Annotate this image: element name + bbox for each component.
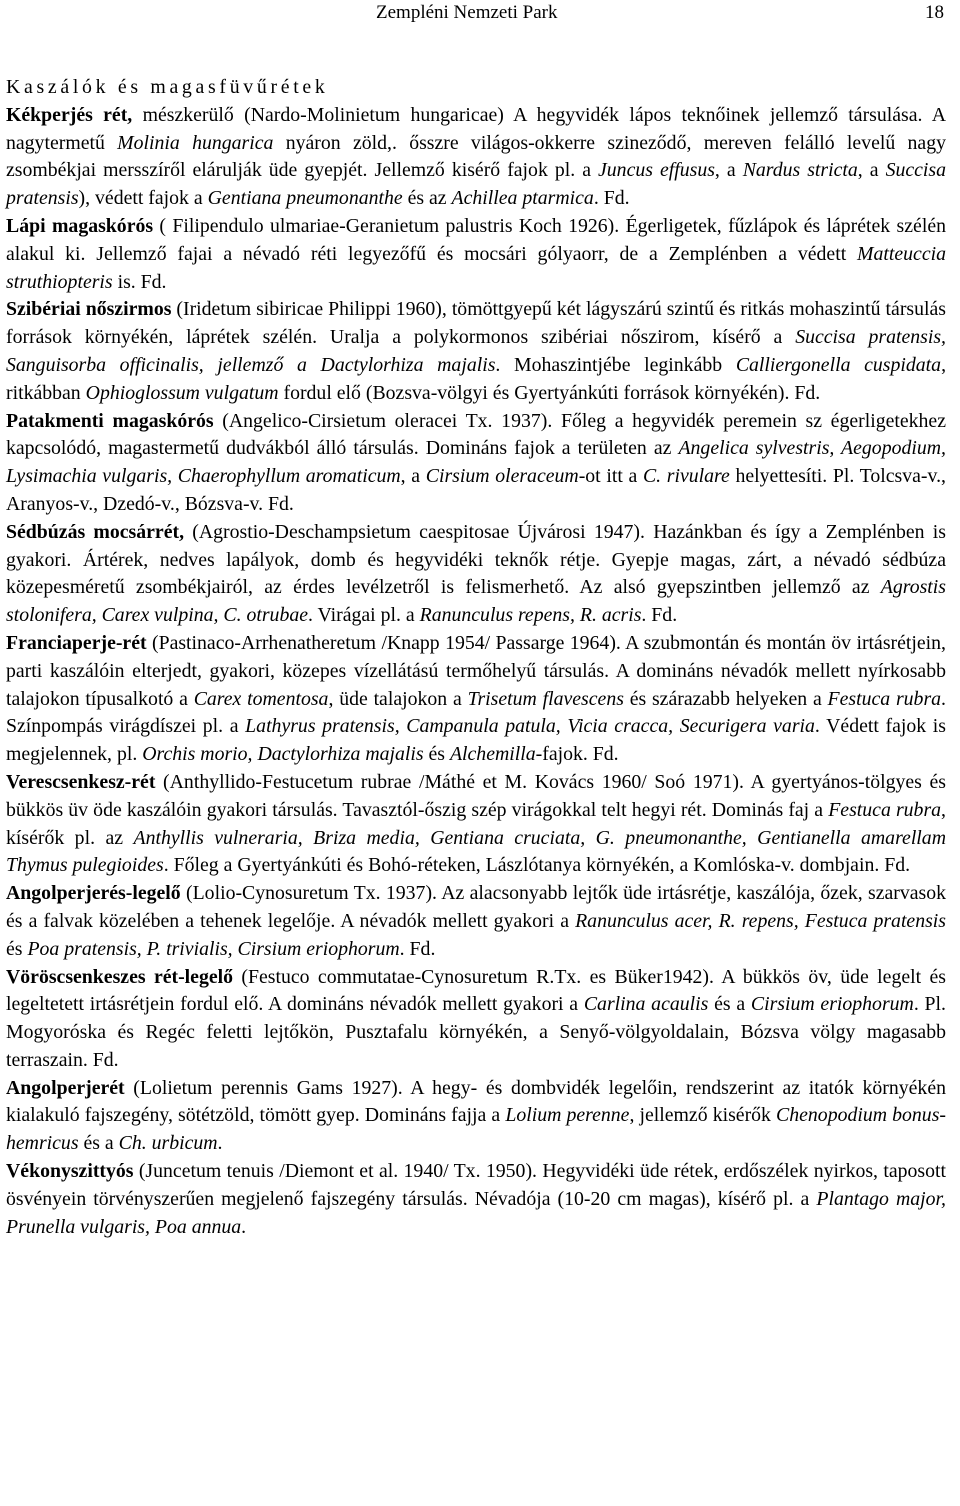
paragraph-text: . Színpompás virágdíszei pl. a (6, 687, 946, 738)
paragraph-text: . Főleg a Gyertyánkúti és Bohó-réteken, Lászlótanya környékén, a Komlóska-v. dombjain. Fd. (163, 854, 911, 877)
header-title: Zempléni Nemzeti Park (376, 2, 558, 23)
section-heading: Kaszálók és magasfüvűrétek (6, 76, 329, 98)
body-paragraph (6, 1158, 946, 1241)
paragraph-text: is. Fd. (112, 270, 167, 293)
body-paragraph (6, 519, 946, 630)
paragraph-text: és (423, 743, 450, 766)
paragraph-text: helyettesíti. Pl. Tolcsva-v., Aranyos-v., Dzedó-v., Bózsva-v. Fd. (6, 465, 946, 515)
species-name: Cirsium eriophorum (750, 993, 914, 1016)
paragraph-text: és (6, 937, 28, 960)
paragraph-text: . Fd. (399, 937, 436, 960)
species-name: Carex tomentosa (193, 687, 329, 710)
paragraph-text: , a (400, 465, 426, 488)
term-heading: Kékperjés rét, (6, 103, 133, 126)
paragraph-text: , ritkábban (6, 353, 947, 404)
species-name: Trisetum flavescens (467, 687, 624, 710)
term-heading: Vöröscsenkeszes rét-legelő (6, 965, 234, 988)
paragraph-text: , a (714, 159, 743, 182)
paragraph-text: (Anthyllido-Festucetum rubrae /Máthé et M. Kovács 1960/ Soó 1971). A gyertyános-tölgyes és bükkös üv öde kaszálóin gyakori társulás. Tavasztól-őszig szép virágokkal telt hegyi rét. Dominás faj a (6, 770, 946, 821)
term-heading: Szibériai nőszirmos (6, 298, 172, 321)
species-name: Achillea ptarmica (451, 187, 594, 210)
paragraph-text: és szárazabb helyeken a (623, 687, 828, 710)
paragraph-text: (Agrostio-Deschampsietum caespitosae Újvárosi 1947). Hazánkban és így a Zemplénben is gyakori. Ártérek, nedves lapályok, domb és hegyvidéki teknők rétje. Gyepje magas, zárt, a névadó sédbúza közepesméretű zsombékjairól, az érdes levélzetről is felismerhető. Az alsó gyepszintben jellemző az (6, 520, 946, 599)
species-name: Ophioglossum vulgatum (85, 381, 279, 404)
species-name: C. rivulare (642, 465, 730, 488)
species-name: Festuca rubra (828, 798, 942, 821)
paragraph-text: . Fd. (641, 604, 678, 627)
page-header (0, 0, 960, 24)
term-heading: Patakmenti magaskórós (6, 409, 214, 432)
species-name: Poa pratensis, P. trivialis, Cirsium eriophorum (27, 937, 400, 960)
body-paragraph (6, 964, 946, 1075)
paragraph-text: fordul elő (Bozsva-völgyi és Gyertyánkúti források környékén). Fd. (278, 381, 821, 404)
species-name: Alchemilla (449, 743, 536, 766)
body-paragraph (6, 880, 946, 963)
species-name: Nardus stricta (742, 159, 858, 182)
species-name: Agrostis stolonifera, Carex vulpina, C. otrubae (6, 576, 946, 627)
paragraph-text: . Védett fajok is megjelennek, pl. (6, 715, 946, 766)
paragraph-text: , kísérők pl. az (6, 798, 946, 849)
body-paragraph (6, 213, 946, 296)
body-paragraph (6, 102, 946, 213)
term-heading: Lápi magaskórós (6, 214, 154, 237)
species-name: Angelica sylvestris, Aegopodium, Lysimachia vulgaris, Chaerophyllum aromaticum (6, 437, 946, 488)
term-heading: Vékonyszittyós (6, 1160, 134, 1183)
body-paragraph (6, 630, 946, 769)
paragraph-text: . Pl. Mogyoróska és Regéc feletti lejtőkön, Pusztafalu környékén, a Senyő-völgyoldalain, Bózsva völgy magasabb terraszain. Fd. (6, 993, 946, 1071)
paragraph-text: . (241, 1215, 247, 1238)
paragraph-text: mészkerülő (Nardo-Molinietum hungaricae) A hegyvidék lápos teknőinek jellemző társulása. A nagytermetű (6, 103, 946, 154)
paragraph-text: és az (402, 187, 452, 210)
species-name: Ch. urbicum (118, 1132, 218, 1155)
paragraph-text: és a (78, 1132, 119, 1155)
species-name: Succisa pratensis (6, 159, 946, 210)
species-name: Anthyllis vulneraria, Briza media, Gentiana cruciata, G. pneumonanthe, Gentianella amarellam Thymus pulegioides (6, 826, 946, 877)
species-name: Gentiana pneumonanthe (207, 187, 403, 210)
term-heading: Angolperjerés-legelő (6, 882, 181, 905)
document-body (6, 74, 946, 1241)
term-heading: Sédbúzás mocsárrét, (6, 520, 185, 543)
page-number: 18 (925, 2, 944, 23)
paragraph-text: . (217, 1132, 223, 1155)
body-paragraph (6, 1075, 946, 1158)
paragraph-text: ), védett fajok a (78, 187, 208, 210)
paragraph-text: (Pastinaco-Arrhenatheretum /Knapp 1954/ Passarge 1964). A szubmontán és montán öv irtásrétjein, parti kaszálóin elterjedt, gyakori, közepes vízellátású termőhelyű társulás. A domináns névadók mellett nyírkosabb talajokon típusalkotó a (6, 631, 946, 710)
paragraph-text: , üde talajokon a (328, 687, 468, 710)
species-name: Calliergonella cuspidata (735, 353, 942, 376)
body-paragraph (6, 408, 946, 519)
species-name: Lathyrus pratensis, Campanula patula, Vicia cracca, Securigera varia (245, 715, 815, 738)
species-name: Matteuccia struthiopteris (6, 242, 946, 293)
species-name: Plantago major, Prunella vulgaris, Poa annua (6, 1187, 946, 1238)
paragraph-text: (Juncetum tenuis /Diemont et al. 1940/ Tx. 1950). Hegyvidéki üde rétek, erdőszélek nyirkos, taposott ösvényein törvényszerűen megjelenő fajszegény társulás. Névadója (10-20 cm magas), kísérő pl. a (6, 1160, 946, 1210)
paragraph-text: és a (708, 993, 751, 1016)
paragraph-text: (Angelico-Cirsietum oleracei Tx. 1937). Főleg a hegyvidék peremein sz égerligetekhez kapcsolódó, magastermetű dudvákból álló társulás. Domináns fajok a területen az (6, 409, 946, 460)
body-paragraph (6, 769, 946, 880)
paragraph-text: (Lolio-Cynosuretum Tx. 1937). Az alacsonyabb lejtők üde irtásrétje, kaszálója, őzek, szarvasok és a falvak közelében a tehenek legelője. A névadók mellett gyakori a (6, 882, 946, 932)
species-name: Molinia hungarica (117, 131, 274, 154)
species-name: Ranunculus repens, R. acris (419, 604, 642, 627)
species-name: Cirsium oleraceum (425, 465, 579, 488)
paragraph-text: nyáron zöld,. ősszre világos-okkerre szineződő, mereven felálló levelű nagy zsombékjai mersszíről elárulják üde gyepjét. Jellemző kisérő fajok pl. a (6, 131, 946, 182)
term-heading: Franciaperje-rét (6, 631, 147, 654)
paragraph-text: ( Filipendulo ulmariae-Geranietum palustris Koch 1926). Égerligetek, fűzlápok és láprétek szélén alakul ki. Jellemző fajai a névadó réti legyezőfű és mocsári gólyaorr, de a Zemplénben a védett (6, 214, 946, 265)
paragraph-text: (Lolietum perennis Gams 1927). A hegy- és dombvidék legelőin, rendszerint az itatók környékén kialakuló fajszegény, sötétzöld, tömött gyep. Domináns fajja a (6, 1076, 946, 1127)
paragraph-text: (Iridetum sibiricae Philippi 1960), tömöttgyepű két lágyszárú szintű és ritkás mohaszintű társulás források környékén, láprétek szélén. Uralja a polykormonos szibériai nőszirom, kísérő a (6, 298, 946, 349)
paragraph-text: -ot itt a (578, 465, 643, 488)
paragraph-text: (Festuco commutatae-Cynosuretum R.Tx. es Büker1942). A bükkös öv, üde legelt és legeltetett irtásrétjein fordul elő. A domináns névadók mellett gyakori a (6, 965, 946, 1016)
species-name: Festuca rubra (827, 687, 942, 710)
species-name: Lolium perenne (505, 1104, 630, 1127)
species-name: Chenopodium bonus-hemricus (6, 1104, 946, 1155)
paragraph-text: , jellemző kisérők (629, 1104, 777, 1127)
body-paragraph (6, 296, 946, 407)
paragraph-text: , a (857, 159, 886, 182)
paragraph-text: -fajok. Fd. (535, 743, 619, 766)
paragraph-text: . Mohaszintjébe leginkább (495, 353, 736, 376)
species-name: Ranunculus acer, R. repens, Festuca pratensis (575, 909, 946, 932)
species-name: Orchis morio, Dactylorhiza majalis (142, 743, 424, 766)
species-name: Juncus effusus (598, 159, 715, 182)
species-name: Succisa pratensis, Sanguisorba officinalis, jellemző a Dactylorhiza majalis (6, 326, 946, 376)
term-heading: Angolperjerét (6, 1076, 125, 1099)
paragraph-text: . Fd. (593, 187, 630, 210)
paragraph-text: . Virágai pl. a (308, 604, 420, 627)
species-name: Carlina acaulis (583, 993, 709, 1016)
term-heading: Verescsenkesz-rét (6, 770, 156, 793)
